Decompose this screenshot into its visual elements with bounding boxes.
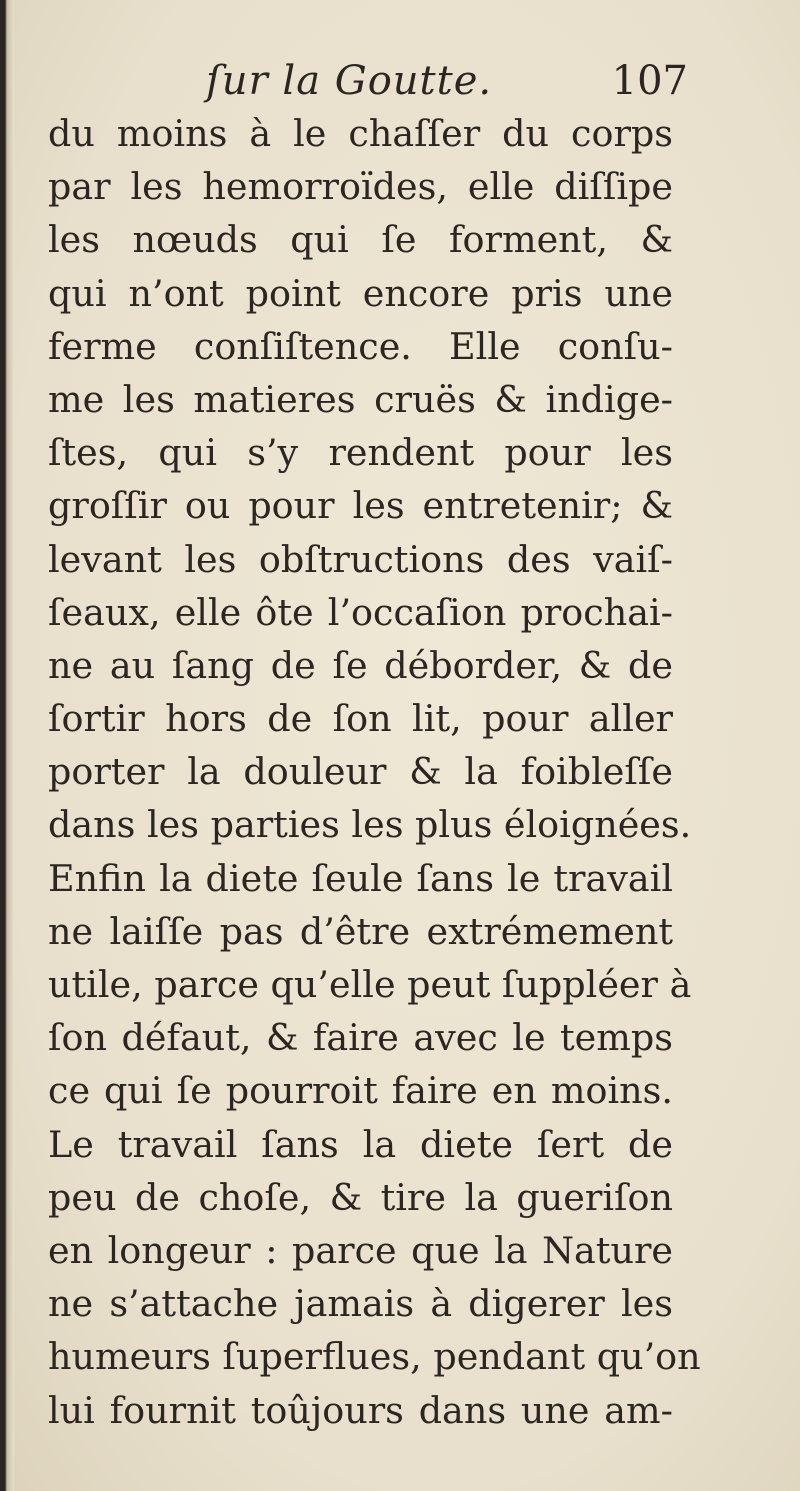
- running-head: [48, 58, 688, 108]
- text-line: ne laiſſe pas d’être extrémement: [48, 909, 673, 953]
- running-head-title: ſur la Goutte.: [206, 58, 493, 104]
- text-line: dans les parties les plus éloignées.: [48, 803, 692, 847]
- text-line: humeurs ſuperflues, pendant qu’on: [48, 1335, 701, 1379]
- text-line: en longeur : parce que la Nature: [48, 1228, 673, 1272]
- text-line: lui fournit toûjours dans une am-: [48, 1388, 673, 1432]
- text-line: ne au ſang de ſe déborder, & de: [48, 643, 673, 687]
- page-binding-edge: [0, 0, 14, 1491]
- text-line: Enfin la diete ſeule ſans le travail: [48, 856, 673, 900]
- text-line: me les matieres cruës & indige-: [48, 377, 673, 421]
- page-number: 107: [611, 58, 688, 104]
- text-line: utile, parce qu’elle peut ſuppléer à: [48, 963, 692, 1006]
- text-line: porter la douleur & la foibleſſe: [48, 750, 673, 794]
- text-line: ne s’attache jamais à digerer les: [48, 1282, 673, 1326]
- text-line: ſtes, qui s’y rendent pour les: [48, 431, 673, 475]
- text-line: ſon défaut, & faire avec le temps: [48, 1016, 673, 1060]
- text-line: les nœuds qui ſe forment, &: [48, 218, 673, 262]
- text-line: peu de choſe, & tire la gueriſon: [48, 1175, 673, 1219]
- text-line: ſortir hors de ſon lit, pour aller: [48, 697, 673, 741]
- text-line: ferme conſiſtence. Elle conſu-: [48, 324, 673, 368]
- text-line: groſſir ou pour les entretenir; &: [48, 484, 673, 528]
- text-line: ſeaux, elle ôte l’occaſion prochai-: [48, 590, 673, 634]
- body-text: [48, 107, 701, 1437]
- text-line: du moins à le chaſſer du corps: [48, 112, 673, 155]
- text-line: par les hemorroïdes, elle diſſipe: [48, 165, 673, 209]
- text-line: Le travail ſans la diete ſert de: [48, 1122, 673, 1166]
- text-line: qui n’ont point encore pris une: [48, 271, 673, 315]
- text-line: ce qui ſe pourroit faire en moins.: [48, 1069, 673, 1113]
- text-line: levant les obſtructions des vaiſ-: [48, 537, 673, 581]
